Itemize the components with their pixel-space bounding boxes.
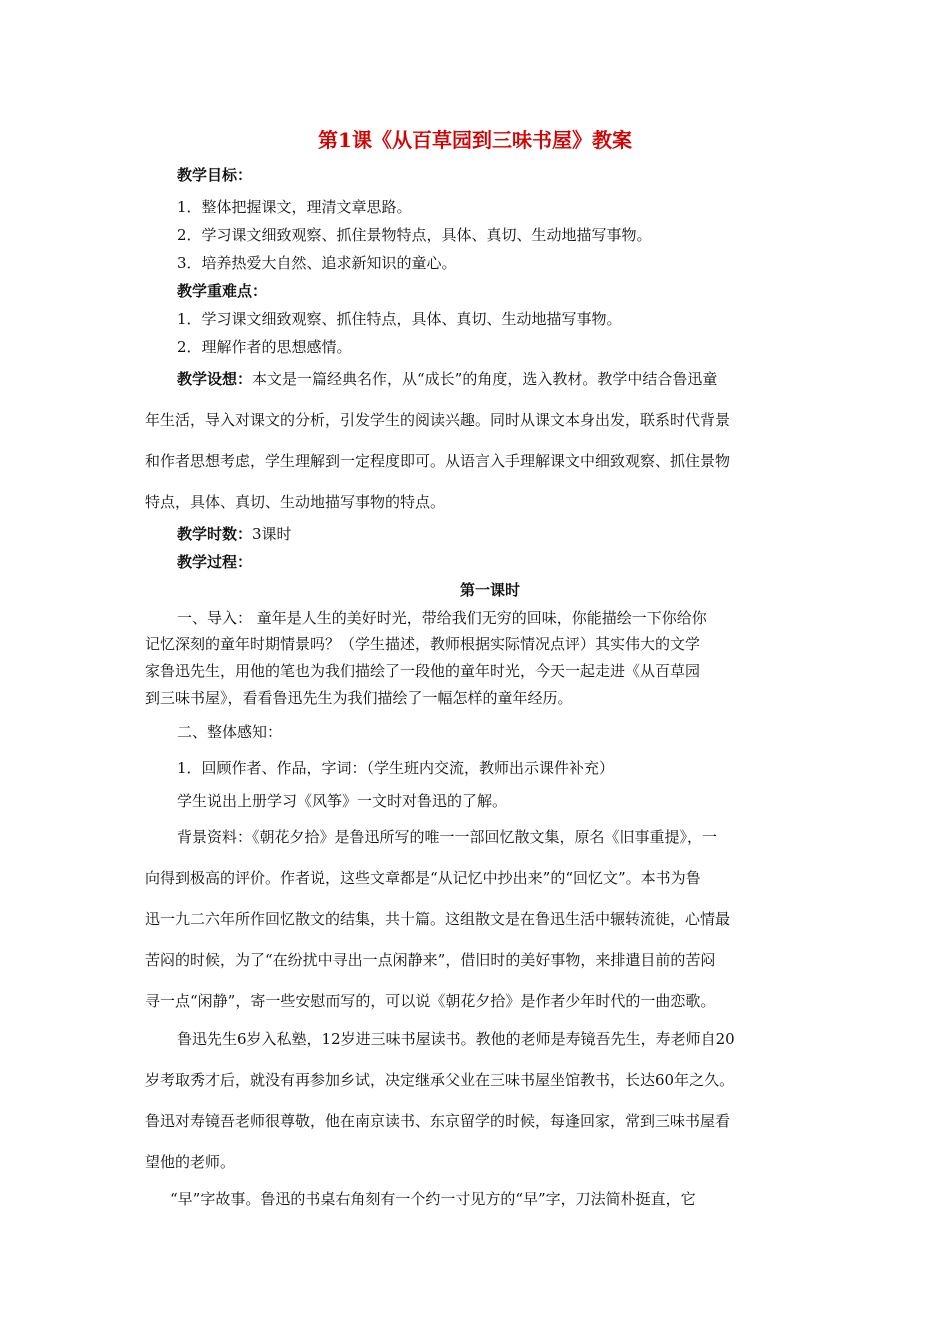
- review-line: 1．回顾作者、作品，字词：（学生班内交流，教师出示课件补充）: [177, 759, 615, 777]
- teaching-hours: [177, 523, 292, 544]
- document-title: 第1课《从百草园到三味书屋》教案: [318, 128, 632, 152]
- background-line-1: 背景资料：《朝花夕拾》是鲁迅所写的唯一一部回忆散文集，原名《旧事重提》，一: [177, 828, 718, 846]
- lesson1-heading: 第一课时: [459, 581, 520, 599]
- process-heading: 教学过程：: [177, 553, 253, 571]
- student-recall-line: 学生说出上册学习《风筝》一文时对鲁迅的了解。: [177, 792, 508, 810]
- objective-item-3: 3．培养热爱大自然、追求新知识的童心。: [177, 254, 457, 272]
- hours-value: 3课时: [252, 525, 292, 543]
- luxun-line-3: 鲁迅对寿镜吾老师很尊敬，他在南京读书、东京留学的时候，每逢回家，常到三味书屋看: [145, 1112, 731, 1130]
- key-point-item-2: 2．理解作者的思想感情。: [177, 338, 352, 356]
- luxun-line-1: 鲁迅先生6岁入私塾，12岁进三味书屋读书。教他的老师是寿镜吾先生，寿老师自20: [177, 1030, 735, 1048]
- intro-line-2: 记忆深刻的童年时期情景吗？（学生描述，教师根据实际情况点评）其实伟大的文学: [145, 635, 701, 653]
- design-line-2: 年生活，导入对课文的分析，引发学生的阅读兴趣。同时从课文本身出发，联系时代背景: [145, 411, 731, 429]
- design-line-1: 教学设想：本文是一篇经典名作，从“成长”的角度，选入教材。教学中结合鲁迅童: [177, 370, 718, 388]
- intro-line-3: 家鲁迅先生，用他的笔也为我们描绘了一段他的童年时光，今天一起走进《从百草园: [145, 662, 701, 680]
- key-point-item-1: 1．学习课文细致观察、抓住特点，具体、真切、生动地描写事物。: [177, 310, 622, 328]
- design-line-4: 特点，具体、真切、生动地描写事物的特点。: [145, 493, 446, 511]
- hours-label: 教学时数：: [177, 525, 253, 543]
- key-points-heading: 教学重难点：: [177, 282, 268, 300]
- background-line-5: 寻一点“闲静”，寄一些安慰而写的，可以说《朝花夕拾》是作者少年时代的一曲恋歌。: [145, 992, 716, 1010]
- background-line-4: 苦闷的时候，为了“在纷扰中寻出一点闲静来”，借旧时的美好事物，来排遣目前的苦闷: [145, 951, 716, 969]
- luxun-line-4: 望他的老师。: [145, 1153, 236, 1171]
- design-label: 教学设想：: [177, 370, 253, 388]
- background-line-2: 向得到极高的评价。作者说，这些文章都是“从记忆中抄出来”的“回忆文”。本书为鲁: [145, 869, 701, 887]
- luxun-line-2: 岁考取秀才后，就没有再参加乡试，决定继承父业在三味书屋坐馆教书，长达60年之久。: [145, 1071, 735, 1089]
- background-line-3: 迅一九二六年所作回忆散文的结集，共十篇。这组散文是在鲁迅生活中辗转流徙，心情最: [145, 910, 731, 928]
- zao-story-line: “早”字故事。鲁迅的书桌右角刻有一个约一寸见方的“早”字，刀法简朴挺直，它: [170, 1190, 696, 1208]
- design-line-3: 和作者思想考虑，学生理解到一定程度即可。从语言入手理解课文中细致观察、抓住景物: [145, 452, 731, 470]
- objective-item-1: 1．整体把握课文，理清文章思路。: [177, 198, 412, 216]
- intro-line-1: 一、导入： 童年是人生的美好时光，带给我们无穷的回味，你能描绘一下你给你: [177, 609, 707, 627]
- objective-item-2: 2．学习课文细致观察、抓住景物特点，具体、真切、生动地描写事物。: [177, 226, 652, 244]
- overall-heading: 二、整体感知：: [177, 723, 283, 741]
- intro-line-4: 到三味书屋》，看看鲁迅先生为我们描绘了一幅怎样的童年经历。: [145, 689, 573, 707]
- objectives-heading: 教学目标：: [177, 166, 253, 184]
